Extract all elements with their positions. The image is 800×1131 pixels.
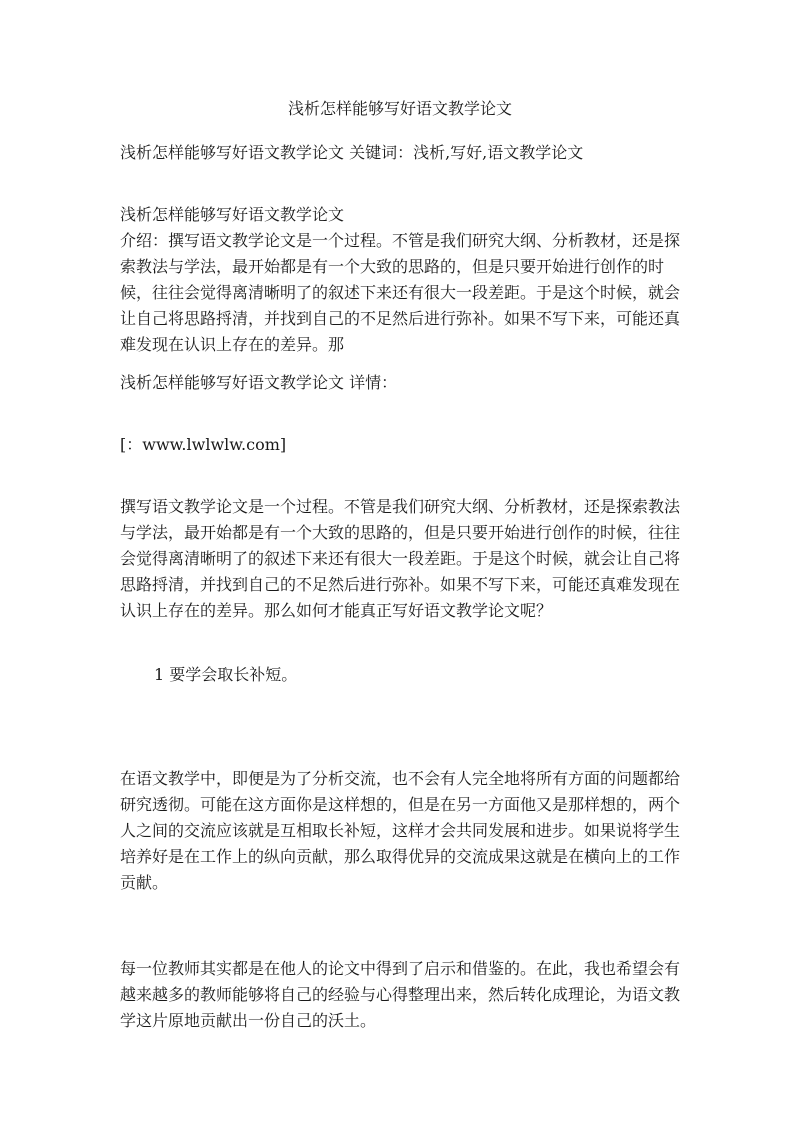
paragraph-3: 每一位教师其实都是在他人的论文中得到了启示和借鉴的。在此，我也希望会有越来越多的教师能够将自己的经验与心得整理出来，然后转化成理论，为语文教学这片原地贡献出一份自己的沃土。 [120, 959, 681, 1030]
document-title: 浅析怎样能够写好语文教学论文 [287, 99, 512, 118]
intro-heading: 浅析怎样能够写好语文教学论文 [120, 205, 345, 224]
keywords-line: 浅析怎样能够写好语文教学论文 关键词：浅析,写好,语文教学论文 [120, 143, 584, 162]
paragraph-1: 撰写语文教学论文是一个过程。不管是我们研究大纲、分析教材，还是探索教法与学法，最开始都是有一个大致的思路的，但是只要开始进行创作的时候，往往会觉得离清晰明了的叙述下来还有很大一段差距。于是这个时候，就会让自己将思路捋清，并找到自己的不足然后进行弥补。如果不写下来，可能还真难发现在认识上存在的差异。那么如何才能真正写好语文教学论文呢？ [120, 497, 681, 620]
paragraph-2: 在语文教学中，即便是为了分析交流，也不会有人完全地将所有方面的问题都给研究透彻。可能在这方面你是这样想的，但是在另一方面他又是那样想的，两个人之间的交流应该就是互相取长补短，这样才会共同发展和进步。如果说将学生培养好是在工作上的纵向贡献，那么取得优异的交流成果这就是在横向上的工作贡献。 [120, 769, 681, 892]
section-1-heading: 1 要学会取长补短。 [154, 665, 298, 684]
detail-line: 浅析怎样能够写好语文教学论文 详情： [120, 373, 398, 392]
intro-text: 介绍：撰写语文教学论文是一个过程。不管是我们研究大纲、分析教材，还是探索教法与学法，最开始都是有一个大致的思路的，但是只要开始进行创作的时候，往往会觉得离清晰明了的叙述下来还有很大一段差距。于是这个时候，就会让自己将思路捋清，并找到自己的不足然后进行弥补。如果不写下来，可能还真难发现在认识上存在的差异。那 [120, 231, 681, 354]
source-line: [：www.lwlwlw.com] [120, 435, 287, 454]
